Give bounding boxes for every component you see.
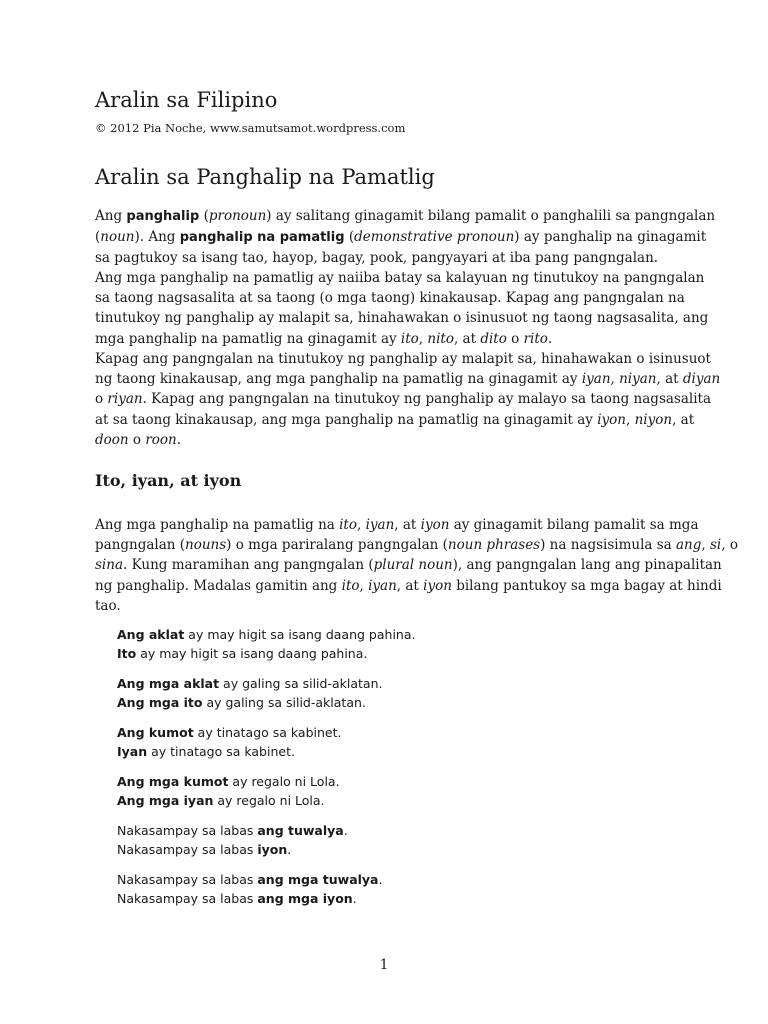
paragraph-line — [95, 555, 722, 575]
italic-term: rito — [523, 330, 548, 347]
section-title: Aralin sa Panghalip na Pamatlig — [95, 165, 435, 189]
italic-term: iyon — [420, 517, 450, 533]
italic-term: demonstrative pronoun — [354, 229, 515, 246]
example-sentence — [117, 723, 415, 742]
text-run: ng panghalip. Madalas gamitin ang — [95, 577, 342, 594]
text-run: ay ginagamit bilang pamalit sa mga — [449, 517, 699, 533]
italic-term: iyan — [365, 517, 395, 533]
italic-term: noun — [100, 229, 135, 246]
text-run: . Kung maramihan ang pangngalan ( — [123, 557, 374, 574]
italic-term: si — [709, 537, 722, 554]
example-sentence — [117, 889, 415, 908]
bold-term: Iyan — [117, 744, 148, 759]
text-run: Ang mga panghalip na pamatlig na — [95, 517, 340, 533]
example-sentence — [117, 625, 415, 644]
example-pair — [117, 723, 415, 761]
text-run: ay may higit sa isang daang pahina. — [184, 627, 416, 642]
text-run: . — [176, 431, 182, 448]
example-sentence — [117, 840, 415, 859]
paragraph-line — [95, 596, 682, 616]
text-run: mga panghalip na pamatlig na ginagamit ay — [95, 330, 401, 347]
text-run: ) o mga pariralang pangngalan ( — [226, 537, 448, 554]
text-run: Nakasampay sa labas — [117, 872, 258, 887]
italic-term: niyon — [634, 411, 673, 428]
text-run: . — [378, 872, 383, 887]
italic-term: iyon — [423, 577, 452, 594]
paragraph-distance — [95, 268, 709, 349]
bold-term: Ang mga aklat — [117, 676, 220, 691]
text-run: Nakasampay sa labas — [117, 823, 258, 838]
bold-term: Ang mga iyan — [117, 793, 214, 808]
paragraph-intro — [95, 206, 716, 269]
paragraph-line — [95, 227, 707, 248]
italic-term: roon — [145, 431, 177, 448]
bold-term: panghalip na pamatlig — [179, 230, 345, 246]
text-run: Ang — [95, 208, 127, 224]
text-run: , o — [721, 537, 738, 554]
text-run: tinutukoy ng panghalip ay malapit sa, hinahawakan o isinusuot ng taong nagsasalita, ang — [95, 310, 709, 327]
text-run: , — [418, 330, 428, 347]
subsection-title: Ito, iyan, at iyon — [95, 471, 242, 490]
italic-term: riyan — [107, 391, 143, 408]
italic-term: sina — [95, 557, 123, 574]
text-run: , at — [453, 330, 481, 347]
text-run: ( — [95, 229, 101, 246]
text-run: at sa taong kinakausap, ang mga panghalip na pamatlig na ginagamit ay — [95, 411, 598, 428]
example-sentence — [117, 644, 415, 663]
italic-term: iyan — [368, 577, 397, 594]
text-run: ), ang pangngalan lang ang pinapalitan — [452, 557, 722, 574]
text-run: o — [95, 391, 108, 408]
text-run: ( — [199, 208, 209, 224]
example-sentence — [117, 870, 415, 889]
italic-term: ito — [400, 330, 419, 347]
text-run: Nakasampay sa labas — [117, 891, 258, 906]
text-run: ( — [344, 229, 355, 246]
text-run: tao. — [95, 597, 121, 614]
text-run: , — [701, 537, 710, 554]
text-run: ) ay salitang ginagamit bilang pamalit o panghalili sa pangngalan — [266, 208, 716, 224]
text-run: , at — [672, 411, 695, 428]
text-run: , — [610, 371, 620, 388]
bold-term: panghalip — [126, 209, 200, 224]
example-sentence — [117, 791, 415, 810]
text-run: ay regalo ni Lola. — [228, 774, 340, 789]
copyright-notice: © 2012 Pia Noche, www.samutsamot.wordpress.com — [95, 121, 406, 135]
italic-term: dito — [480, 330, 507, 347]
italic-term: doon — [95, 431, 129, 448]
text-run: , at — [394, 517, 421, 533]
text-run: . — [352, 891, 357, 906]
italic-term: ito — [341, 577, 360, 594]
text-run: bilang pantukoy sa mga bagay at hindi — [451, 577, 722, 594]
text-run: Nakasampay sa labas — [117, 842, 258, 857]
paragraph-line — [95, 389, 712, 409]
paragraph-line — [95, 206, 716, 227]
bold-term: ang mga tuwalya — [257, 872, 379, 887]
bold-term: ang tuwalya — [257, 823, 344, 838]
example-sentence — [117, 742, 415, 761]
text-run: sa pagtukoy sa isang tao, hayop, bagay, pook, pangyayari at iba pang pangngalan. — [95, 250, 659, 267]
text-run: ay tinatago sa kabinet. — [193, 725, 342, 740]
document-title: Aralin sa Filipino — [95, 88, 278, 112]
text-run: ay galing sa silid-aklatan. — [219, 676, 383, 691]
example-sentence — [117, 772, 415, 791]
text-run: , at — [396, 577, 424, 594]
italic-term: ito — [339, 517, 357, 533]
text-run: ay galing sa silid-aklatan. — [202, 695, 366, 710]
italic-term: iyan — [581, 371, 611, 388]
bold-term: ang mga iyon — [257, 891, 353, 906]
italic-term: diyan — [682, 371, 721, 388]
paragraph-usage — [95, 515, 738, 616]
text-run: , at — [656, 371, 683, 388]
example-sentence — [117, 674, 415, 693]
paragraph-line — [95, 248, 682, 268]
example-sentences — [117, 625, 415, 919]
paragraph-line — [95, 268, 705, 288]
italic-term: ang — [676, 537, 702, 554]
text-run: sa taong nagsasalita at sa taong (o mga taong) kinakausap. Kapag ang pangngalan na — [95, 290, 685, 307]
paragraph-line — [95, 308, 709, 328]
text-run: ay tinatago sa kabinet. — [147, 744, 295, 759]
italic-term: noun phrases — [447, 537, 541, 554]
text-run: . Kapag ang pangngalan na tinutukoy ng panghalip ay malayo sa taong nagsasalita — [142, 391, 712, 408]
text-run: , — [356, 517, 366, 533]
italic-term: nouns — [185, 537, 227, 554]
bold-term: Ito — [117, 646, 137, 661]
bold-term: Ang mga kumot — [117, 774, 229, 789]
text-run: pangngalan ( — [95, 537, 186, 554]
text-run: ) na nagsisimula sa — [540, 537, 676, 554]
paragraph-line — [95, 576, 722, 596]
text-run: o — [128, 431, 146, 448]
example-sentence — [117, 821, 415, 840]
italic-term: iyon — [597, 411, 627, 428]
text-run: , — [359, 577, 369, 594]
example-pair — [117, 674, 415, 712]
paragraph-line — [95, 288, 685, 308]
text-run: ay may higit sa isang daang pahina. — [136, 646, 368, 661]
paragraph-line — [95, 515, 699, 535]
text-run: o — [506, 330, 524, 347]
text-run: ay regalo ni Lola. — [213, 793, 325, 808]
bold-term: Ang kumot — [117, 725, 194, 740]
text-run: . — [547, 330, 553, 347]
paragraph-line — [95, 430, 682, 450]
text-run: , — [626, 411, 635, 428]
bold-term: Ang mga ito — [117, 695, 203, 710]
text-run: . — [343, 823, 348, 838]
paragraph-line — [95, 349, 711, 369]
paragraph-listener — [95, 349, 721, 450]
italic-term: niyan — [619, 371, 657, 388]
text-run: ). Ang — [134, 229, 180, 246]
text-run: Kapag ang pangngalan na tinutukoy ng panghalip ay malapit sa, hinahawakan o isinusuot — [95, 351, 711, 367]
italic-term: nito — [427, 330, 454, 347]
bold-term: iyon — [257, 842, 288, 857]
italic-term: pronoun — [208, 208, 267, 224]
paragraph-line — [95, 369, 721, 389]
italic-term: plural noun — [373, 557, 453, 574]
text-run: ) ay panghalip na ginagamit — [514, 229, 707, 246]
text-run: . — [287, 842, 292, 857]
bold-term: Ang aklat — [117, 627, 185, 642]
example-pair — [117, 772, 415, 810]
example-pair — [117, 625, 415, 663]
page-number: 1 — [379, 957, 389, 973]
example-sentence — [117, 693, 415, 712]
paragraph-line — [95, 410, 695, 430]
text-run: Ang mga panghalip na pamatlig ay naiiba batay sa kalayuan ng tinutukoy na pangngalan — [95, 270, 705, 286]
text-run: ng taong kinakausap, ang mga panghalip na pamatlig na ginagamit ay — [95, 371, 582, 388]
paragraph-line — [95, 535, 738, 555]
example-pair — [117, 821, 415, 859]
paragraph-line — [95, 329, 682, 349]
example-pair — [117, 870, 415, 908]
